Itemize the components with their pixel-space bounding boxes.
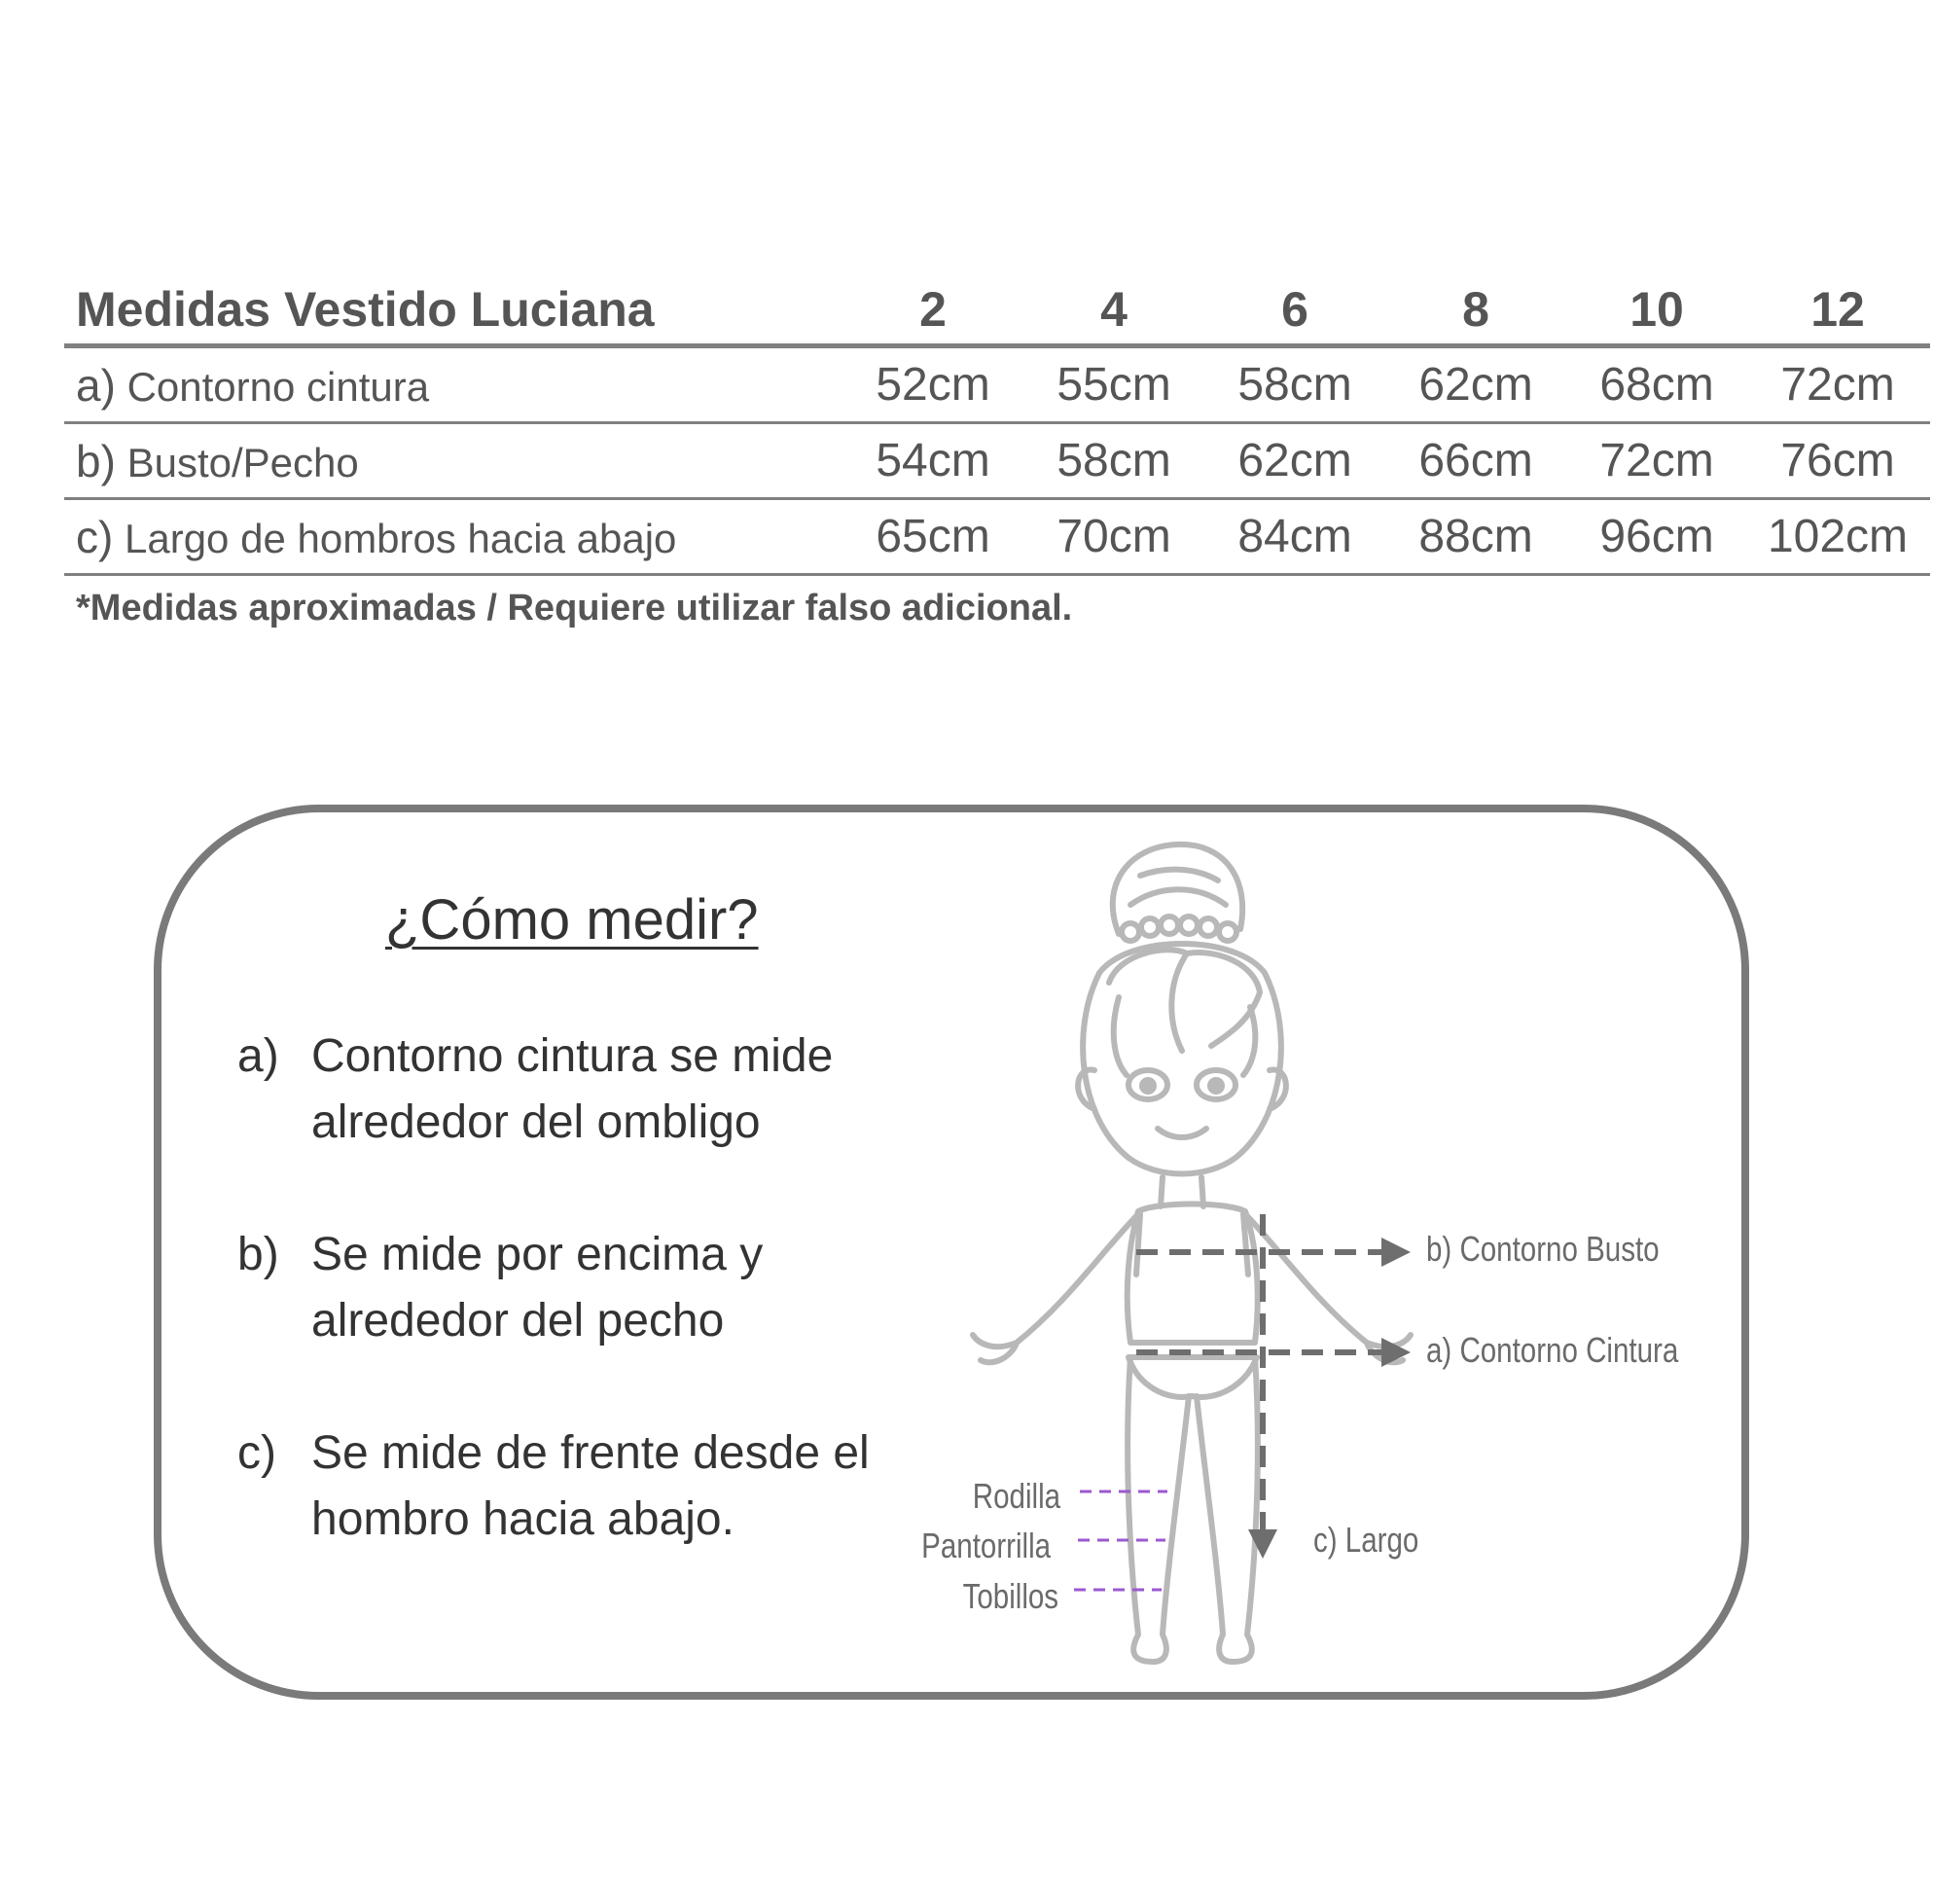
calf-label: Pantorrilla (921, 1526, 1051, 1565)
size-header-8: 8 (1462, 281, 1489, 337)
instruction-letter: b) (237, 1229, 279, 1280)
row-letter: c) (76, 511, 114, 562)
table-cell: 66cm (1418, 435, 1533, 486)
instruction-text: Contorno cintura se mide alrededor del ombligo (311, 1030, 834, 1148)
table-footnote: *Medidas aproximadas / Requiere utilizar falso adicional. (76, 588, 1073, 629)
table-cell: 72cm (1780, 359, 1895, 411)
table-cell: 70cm (1057, 511, 1171, 562)
table-cell: 68cm (1599, 359, 1714, 411)
bust-label: b) Contorno Busto (1426, 1229, 1660, 1269)
row-letter: b) (76, 435, 116, 486)
size-header-6: 6 (1281, 281, 1308, 337)
table-cell: 62cm (1418, 359, 1533, 411)
waist-label: a) Contorno Cintura (1426, 1330, 1679, 1370)
instruction-letter: a) (237, 1030, 279, 1082)
how-to-title: ¿Cómo medir? (385, 888, 759, 952)
table-row-length (64, 500, 1930, 576)
size-header-10: 10 (1630, 281, 1684, 337)
knee-label: Rodilla (972, 1476, 1060, 1516)
ankle-label: Tobillos (962, 1576, 1058, 1616)
length-label: c) Largo (1313, 1520, 1419, 1560)
table-cell: 84cm (1237, 511, 1352, 562)
table-cell: 62cm (1237, 435, 1352, 486)
row-label (64, 511, 842, 563)
row-label-text: Contorno cintura (126, 363, 430, 410)
table-cell: 72cm (1599, 435, 1714, 486)
right-arm (1247, 1216, 1411, 1347)
row-label (64, 435, 842, 487)
table-title: Medidas Vestido Luciana (76, 281, 655, 337)
row-label-text: Largo de hombros hacia abajo (125, 515, 677, 561)
instruction-item-a (237, 1024, 934, 1156)
left-arm (973, 1216, 1136, 1347)
table-cell: 55cm (1057, 359, 1171, 411)
instruction-text: Se mide de frente desde el hombro hacia abajo. (311, 1427, 870, 1545)
table-row-waist (64, 348, 1930, 424)
table-cell: 102cm (1767, 511, 1909, 562)
size-header-4: 4 (1100, 281, 1128, 337)
instruction-item-b (237, 1222, 934, 1354)
table-cell: 76cm (1780, 435, 1895, 486)
size-table (64, 274, 1930, 576)
left-leg (1128, 1357, 1189, 1662)
table-row-bust (64, 424, 1930, 500)
instruction-letter: c) (237, 1427, 276, 1479)
size-header-2: 2 (919, 281, 947, 337)
torso (1128, 1204, 1258, 1344)
table-cell: 96cm (1599, 511, 1714, 562)
right-leg (1197, 1357, 1258, 1662)
instruction-text: Se mide por encima y alrededor del pecho (311, 1229, 764, 1347)
size-header-12: 12 (1810, 281, 1865, 337)
instruction-item-c (237, 1420, 934, 1553)
table-header-row (64, 274, 1930, 348)
table-cell: 58cm (1237, 359, 1352, 411)
row-label (64, 359, 842, 412)
table-cell: 88cm (1418, 511, 1533, 562)
table-cell: 52cm (876, 359, 990, 411)
row-letter: a) (76, 359, 116, 411)
table-cell: 58cm (1057, 435, 1171, 486)
table-cell: 54cm (876, 435, 990, 486)
row-label-text: Busto/Pecho (126, 439, 359, 485)
table-cell: 65cm (876, 511, 990, 562)
